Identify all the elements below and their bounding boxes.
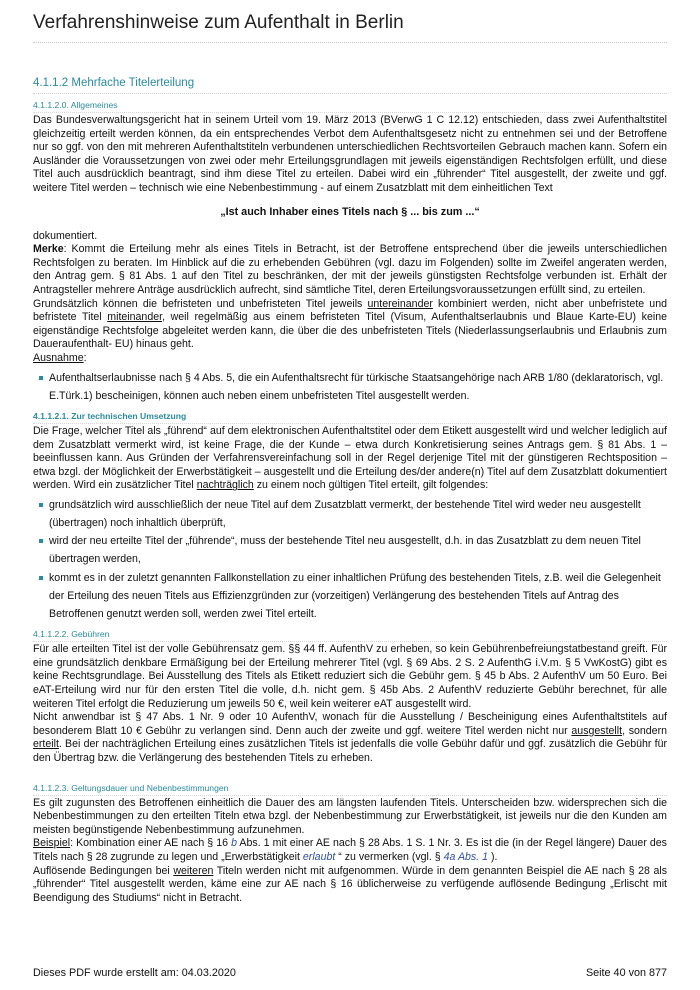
merke-text: : Kommt die Erteilung mehr als eines Titels in Betracht, ist der Betroffene entsprechend über die jeweils unterschiedlichen Rechtsfolgen zu beraten. Im Hinblick auf die zu erhebenden Gebühren (vgl. dazu im Folgenden) sollte im Zweifel angeraten werden, den Antrag gem. § 81 Abs. 1 auf den Titel zu beschränken, der mit der jeweils günstigsten Rechtsfolge verbunden ist. Erhält der Antragsteller mehrere Anträge ausdrücklich aufrecht, sind sämtliche Titel, deren Erteilungsvoraussetzungen erfüllt sind, zu erteilen.	[33, 243, 667, 296]
paragraph-bverwg: Das Bundesverwaltungsgericht hat in seinem Urteil vom 19. März 2013 (BVerwG 1 C 12.12) entschieden, dass zwei Aufenthaltstitel gleichzeitig erteilt werden können, da ein entsprechendes Verbot dem Aufenthaltsgesetz nicht zu entnehmen sei und der Betroffene nur so ggf. von den mit mehreren Aufenthaltstiteln verbundenen unterschiedlichen Rechtsvorteilen Gebrauch machen kann. Sofern ein Ausländer die Voraussetzungen von zwei oder mehr Erteilungsgrundlagen mit jeweils eigenständigen Rechtsfolgen erfüllt, und diese Titel auch ausdrücklich beantragt, sind ihm diese Titel zu erteilen. Dabei wird ein „führender“ Titel ausgestellt, der zweite und ggf. weitere Titel werden – technisch wie eine Nebenbestimmung - auf einem Zusatzblatt mit dem einheitlichen Text	[33, 114, 667, 194]
subsection-heading-allgemeines: 4.1.1.2.0. Allgemeines	[33, 100, 667, 113]
subsection-heading-technische-umsetzung: 4.1.1.2.1. Zur technischen Umsetzung	[33, 411, 667, 424]
text-fragment: “ zu vermerken (vgl. §	[335, 851, 444, 864]
footer-created-date: Dieses PDF wurde erstellt am: 04.03.2020	[33, 967, 236, 979]
text-fragment: ).	[488, 851, 498, 864]
beispiel-label: Beispiel	[33, 837, 71, 850]
paragraph-kombination	[33, 298, 667, 352]
list-item-text: kommt es in der zuletzt genannten Fallkonstellation zu einer inhaltlichen Prüfung des bestehenden Titels, z.B. weil die Gelegenheit der Erteilung des neuen Titels aus Effizienzgründen zur (vorzeitigen) Verlängerung des bestehenden Titels auf Antrag des Betroffenen genutzt werden soll, werden zwei Titel erteilt.	[49, 571, 661, 621]
merke-label: Merke	[33, 243, 64, 256]
underlined-untereinander: untereinander	[367, 297, 433, 310]
underlined-weiteren: weiteren	[173, 864, 214, 877]
paragraph-gebuehrensatz: Für alle erteilten Titel ist der volle Gebührensatz gem. §§ 44 ff. AufenthV zu erheben, so kein Gebührenbefreiungstatbestand greift. Für eine grundsätzlich denkbare Ermäßigung bei der Erteilung mehrerer Titel (vgl. § 69 Abs. 2 S. 2 AufenthG i.V.m. § 5 VwKostG) gibt es keine Rechtsgrundlage. Bei Ausstellung des Titels als Etikett reduziert sich die Gebühr gem. § 45 b Abs. 2 AufenthV um 50 Euro. Bei eAT-Erteilung wird nur für den ersten Titel die volle, d.h. nicht gem. § 45b Abs. 2 AufenthV reduzierte Gebühr berechnet, für alle weiteren Titel erfolgt die Reduzierung um jeweils 50 €, weil kein weiterer eAT ausgestellt wird.	[33, 643, 667, 710]
paragraph-nicht-anwendbar	[33, 711, 667, 765]
italic-erlaubt: erlaubt	[302, 851, 336, 864]
text-fragment: Auflösende Bedingungen bei	[33, 864, 174, 877]
text-fragment: Nicht anwendbar ist § 47 Abs. 1 Nr. 9 oder 10 AufenthV, wonach für die Ausstellung / Bescheinigung eines Aufenthaltstitels auf besonderem Blatt 10 € Gebühr zu verlangen sind. Denn auch der zweite und ggf. weitere Titel werden nicht nur	[33, 711, 667, 737]
bullet-list-umsetzung	[33, 496, 667, 623]
paragraph-geltungsdauer: Es gilt zugunsten des Betroffenen einheitlich die Dauer des am längsten laufenden Titels. Unterscheiden bzw. widersprechen sich die Nebenbestimmungen zu den erteilten Titeln etwa bzgl. der Nebenbestimmung zur Erwerbstätigkeit, ist jeweils nur die den Kunden am meisten begünstigende Nebenbestimmung aufzunehmen.	[33, 796, 667, 836]
list-item-text: grundsätzlich wird ausschließlich der neue Titel auf dem Zusatzblatt vermerkt, der bestehende Titel wird weder neu ausgestellt (übertragen) noch inhaltlich überprüft,	[49, 498, 641, 530]
footer-page-number: Seite 40 von 877	[585, 967, 667, 979]
document-title: Verfahrenshinweise zum Aufenthalt in Berlin	[33, 12, 667, 43]
paragraph-beispiel	[33, 837, 667, 864]
bullet-list-ausnahme	[33, 369, 667, 405]
quote-zusatzblatt: „Ist auch Inhaber eines Titels nach § ... bis zum ...“	[220, 205, 480, 218]
paragraph-aufloesende-bedingungen	[33, 865, 667, 906]
paragraph-merke	[33, 243, 667, 297]
paragraph-fuehrend	[33, 425, 667, 493]
italic-b: b	[231, 837, 237, 850]
subsection-heading-gebuehren: 4.1.1.2.2. Gebühren	[33, 629, 667, 642]
text-fragment: zu einem noch gültigen Titel erteilt, gilt folgendes:	[253, 479, 489, 492]
text-fragment: Die Frage, welcher Titel als „führend“ auf dem elektronischen Aufenthaltstitel oder dem Etikett ausgestellt wird und welcher lediglich auf dem Zusatzblatt vermerkt wird, ist keine Frage, die der Kunde – etwa durch Konkretisierung seines Antrags gem. § 81 Abs. 1 – beeinflussen kann. Aus Gründen der Verfahrensvereinfachung soll in der Regel derjenige Titel mit der günstigeren Rechtsposition – etwa bzgl. der Möglichkeit der Erwerbstätigkeit – ausgestellt und die Erteilung des/der andere(n) Titel auf dem Zusatzblatt dokumentiert werden. Wird ein zusätzlicher Titel	[33, 424, 667, 492]
list-item	[43, 532, 667, 568]
bullet-square-icon	[39, 539, 43, 543]
list-item	[43, 496, 667, 532]
text-fragment: kombiniert werden, nicht aber unbefristete und befristete Titel	[33, 297, 667, 324]
ausnahme-label: Ausnahme	[33, 351, 84, 364]
subsection-heading-geltungsdauer: 4.1.1.2.3. Geltungsdauer und Nebenbestimmungen	[33, 783, 667, 796]
list-item	[43, 369, 667, 405]
bullet-square-icon	[39, 503, 43, 507]
text-fragment: Abs. 1 mit einer AE nach § 28 Abs. 1 S. 1 Nr. 3. Es ist die (in der Regel längere) Dauer des Titels nach § 28 zugrunde zu legen und „Erwerbstätigkeit	[33, 837, 667, 864]
text-fragment: . Bei der nachträglichen Erteilung eines zusätzlichen Titels ist jedenfalls die volle Gebühr dafür und ggf. zusätzlich die Gebühr für den Übertrag bzw. die Verlängerung des bestehenden Titels zu erheben.	[33, 738, 667, 765]
bullet-square-icon	[39, 376, 43, 380]
list-item	[43, 569, 667, 624]
underlined-erteilt: erteilt	[33, 738, 59, 751]
underlined-nachtraeglich: nachträglich	[196, 479, 254, 492]
paragraph-dokumentiert: dokumentiert.	[33, 229, 98, 242]
page	[33, 0, 667, 905]
page-footer	[33, 967, 667, 979]
section-heading: 4.1.1.2 Mehrfache Titelerteilung	[33, 77, 667, 94]
bullet-square-icon	[39, 576, 43, 580]
underlined-ausgestellt: ausgestellt	[571, 724, 623, 737]
italic-4a-abs-1: 4a Abs. 1	[443, 851, 489, 864]
list-item-text: wird der neu erteilte Titel der „führende“, muss der bestehende Titel neu ausgestellt, d.h. in das Zusatzblatt zu dem neuen Titel übertragen werden,	[49, 535, 641, 566]
text-fragment: , weil regelmäßig aus einem befristeten Titel (Visum, Aufenthaltserlaubnis und Blaue Karte-EU) keine eigenständige Rechtsfolge abgeleitet werden kann, die über die des unbefristeten Titels (Niederlassungserlaubnis und Erlaubnis zum Daueraufenthalt- EU) hinaus geht.	[33, 311, 667, 351]
text-fragment: , sondern	[622, 724, 667, 737]
list-item-text: Aufenthaltserlaubnisse nach § 4 Abs. 5, die ein Aufenthaltsrecht für türkische Staatsangehörige nach ARB 1/80 (deklaratorisch, vgl. E.Türk.1) bescheinigen, können auch neben einem unbefristeten Titel ausgestellt werden.	[49, 371, 664, 402]
paragraph-ausnahme	[33, 352, 667, 366]
text-fragment: :	[83, 351, 87, 364]
text-fragment: Grundsätzlich können die befristeten und unbefristeten Titel jeweils	[33, 297, 368, 310]
underlined-miteinander: miteinander	[107, 311, 163, 324]
text-fragment: Titeln werden nicht mit aufgenommen. Würde in dem genannten Beispiel die AE nach § 28 als „führender“ Titel ausgestellt werden, käme eine zur AE nach § 16 üblicherweise zu verfügende auflösende Bedingung „Erlischt mit Beendigung des Studiums“ nicht in Betracht.	[33, 864, 667, 904]
text-fragment: : Kombination einer AE nach § 16	[70, 837, 232, 850]
